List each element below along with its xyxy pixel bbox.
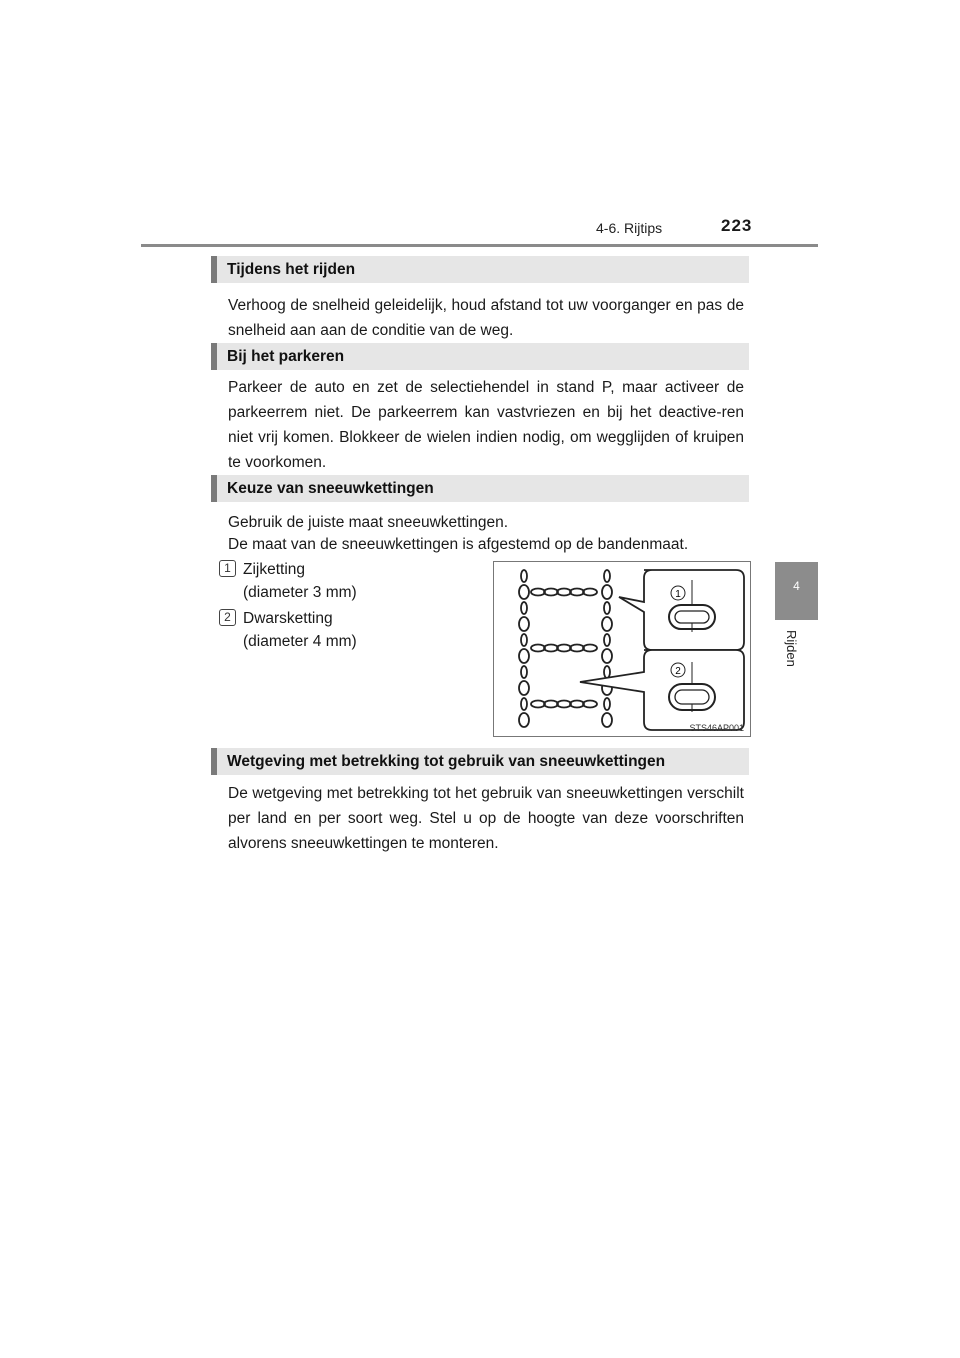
item-number-1: 1 (219, 560, 236, 577)
figure-code: STS46AP001 (689, 723, 744, 733)
side-chain-left (519, 570, 529, 727)
item-number-2: 2 (219, 609, 236, 626)
section-heading-chains-choice: Keuze van sneeuwkettingen (211, 475, 749, 502)
page-number: 223 (721, 216, 753, 235)
side-chain-right (602, 570, 612, 727)
header-section-title: 4-6. Rijtips (596, 220, 663, 236)
callout-label-1: 1 (675, 589, 681, 600)
section-heading-legislation: Wetgeving met betrekking tot gebruik van sneeuwkettingen (211, 748, 749, 775)
section-text-driving: Verhoog de snelheid geleidelijk, houd afstand tot uw voorganger en pas de snelheid aan aan de conditie van de weg. (228, 297, 744, 339)
item-name-2: Dwarsketting (243, 610, 333, 627)
callout-label-2: 2 (675, 666, 681, 677)
chapter-label: Rijden (784, 630, 799, 667)
callout-bubble-1 (619, 570, 744, 650)
section-text-legislation: De wetgeving met betrekking tot het gebruik van sneeuwkettingen verschilt per land en per soort weg. Stel u op de hoogte van deze voorschriften alvorens sneeuwkettingen te monteren. (228, 785, 744, 852)
section-text-chains-line1: Gebruik de juiste maat sneeuwkettingen. (228, 514, 509, 531)
cross-chain-bottom (531, 701, 597, 708)
chapter-tab (775, 562, 818, 620)
item-name-1: Zijketting (243, 561, 306, 578)
section-text-parking: Parkeer de auto en zet de selectiehendel in stand P, maar activeer de parkeerrem niet. De parkeerrem kan vastvriezen en bij het deactive-ren niet vrij komen. Blokkeer de wielen indien nodig, om wegglijden of kruipen te voorkomen. (228, 379, 744, 471)
item-detail-1: (diameter 3 mm) (243, 584, 357, 601)
section-text-chains-line2: De maat van de sneeuwkettingen is afgestemd op de bandenmaat. (228, 536, 689, 553)
chapter-number: 4 (793, 579, 800, 593)
cross-chain-top (531, 589, 597, 596)
item-detail-2: (diameter 4 mm) (243, 633, 357, 650)
section-heading-parking: Bij het parkeren (211, 343, 749, 370)
cross-chain-middle (531, 645, 597, 652)
snow-chain-illustration (493, 561, 751, 737)
section-heading-driving: Tijdens het rijden (211, 256, 749, 283)
snow-chain-drawing (494, 562, 750, 736)
header-divider (141, 244, 818, 247)
